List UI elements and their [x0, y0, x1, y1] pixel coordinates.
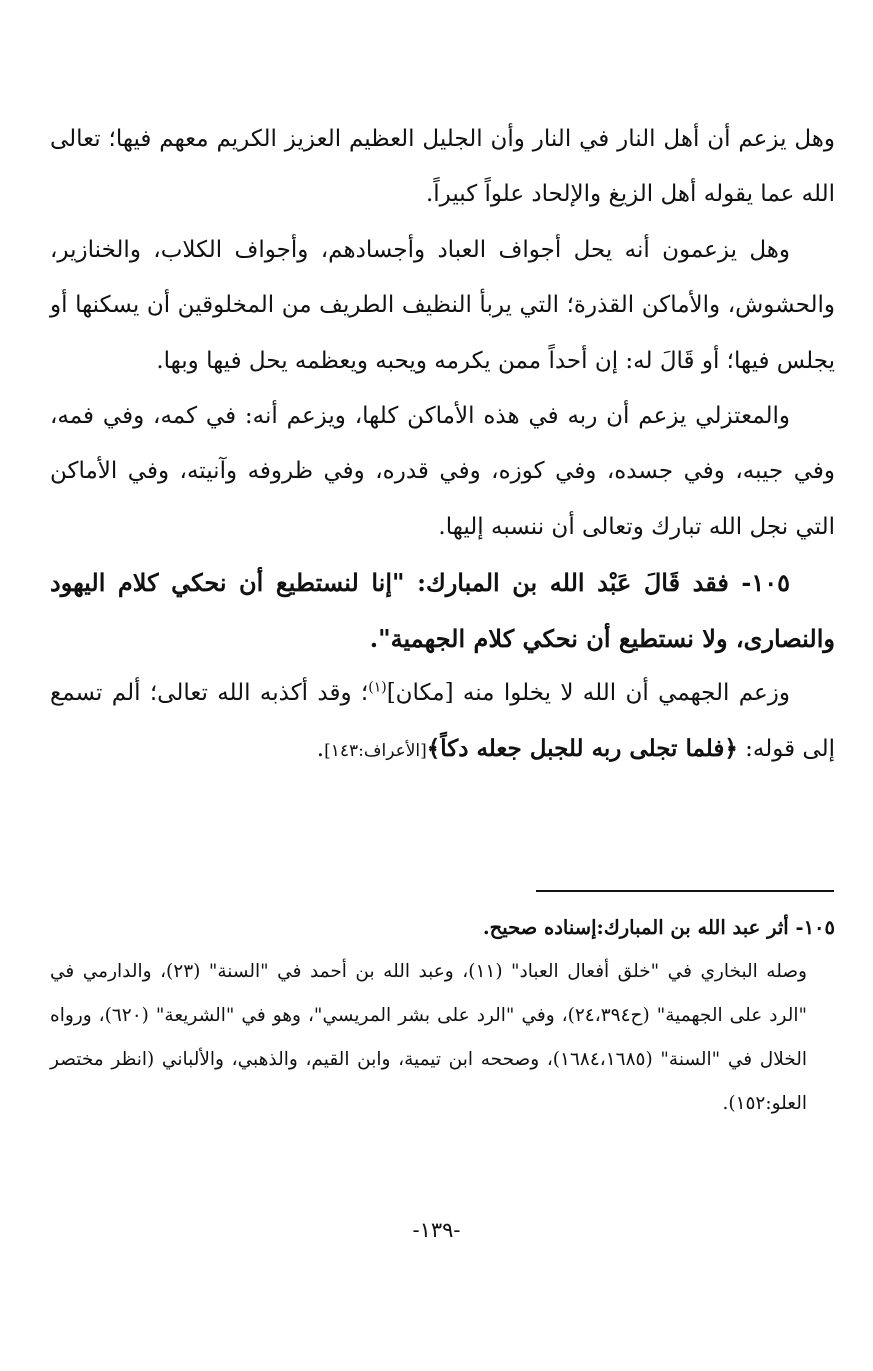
- paragraph-5: [50, 666, 835, 780]
- footnote-separator: [536, 890, 834, 892]
- paragraph-4-quote: ١٠٥- فقد قَالَ عَبْد الله بن المبارك: "إنا لنستطيع أن نحكي كلام اليهود والنصارى، ولا نستطيع أن نحكي كلام الجهمية".: [50, 568, 835, 653]
- paragraph-5-end: .: [316, 736, 325, 763]
- verse-reference: [الأعراف:١٤٣]: [324, 741, 427, 762]
- paragraph-3: والمعتزلي يزعم أن ربه في هذه الأماكن كلها، ويزعم أنه: في كمه، وفي فمه، وفي جيبه، وفي جسده، وفي كوزه، وفي قدره، وفي ظروفه وآنيته، وفي الأماكن التي نجل الله تبارك وتعالى أن ننسبه إليها.: [50, 403, 835, 540]
- main-text: [50, 112, 835, 780]
- footnotes: [50, 906, 835, 1126]
- paragraph-1: وهل يزعم أن أهل النار في النار وأن الجليل العظيم العزيز الكريم معهم فيها؛ تعالى الله عما يقوله أهل الزيغ والإلحاد علواً كبيراً.: [50, 126, 835, 208]
- footnote-body: وصله البخاري في "خلق أفعال العباد" (١١)، وعبد الله بن أحمد في "السنة" (٢٣)، والدارمي في "الرد على الجهمية" (ح٢٤،٣٩٤)، وفي "الرد على بشر المريسي"، وهو في "الشريعة" (٦٢٠)، ورواه الخلال في "السنة" (١٦٨٤،١٦٨٥)، وصححه ابن تيمية، وابن القيم، والذهبي، والألباني (انظر مختصر العلو:١٥٢).: [50, 961, 807, 1114]
- footnote-marker[interactable]: (١): [368, 679, 387, 696]
- footnote-heading: ١٠٥- أثر عبد الله بن المبارك:إسناده صحيح.: [482, 916, 835, 939]
- paragraph-2: وهل يزعمون أنه يحل أجواف العباد وأجسادهم، وأجواف الكلاب، والخنازير، والحشوش، والأماكن القذرة؛ التي يربأ النظيف الطريف من المخلوقين أن يسكنها أو يجلس فيها؛ أو قَالَ له: إن أحداً ممن يكرمه ويحبه ويعظمه يحل فيها وبها.: [50, 236, 835, 374]
- paragraph-5-rest: ؛ وقد أكذبه الله تعالى؛ ألم تسمع إلى قوله:: [50, 680, 835, 763]
- paragraph-5-text: وزعم الجهمي أن الله لا يخلوا منه [مكان]: [386, 680, 790, 707]
- page-number: -١٣٩-: [412, 1218, 461, 1242]
- quran-verse: ﴿فلما تجلى ربه للجبل جعله دكاً﴾: [426, 735, 738, 763]
